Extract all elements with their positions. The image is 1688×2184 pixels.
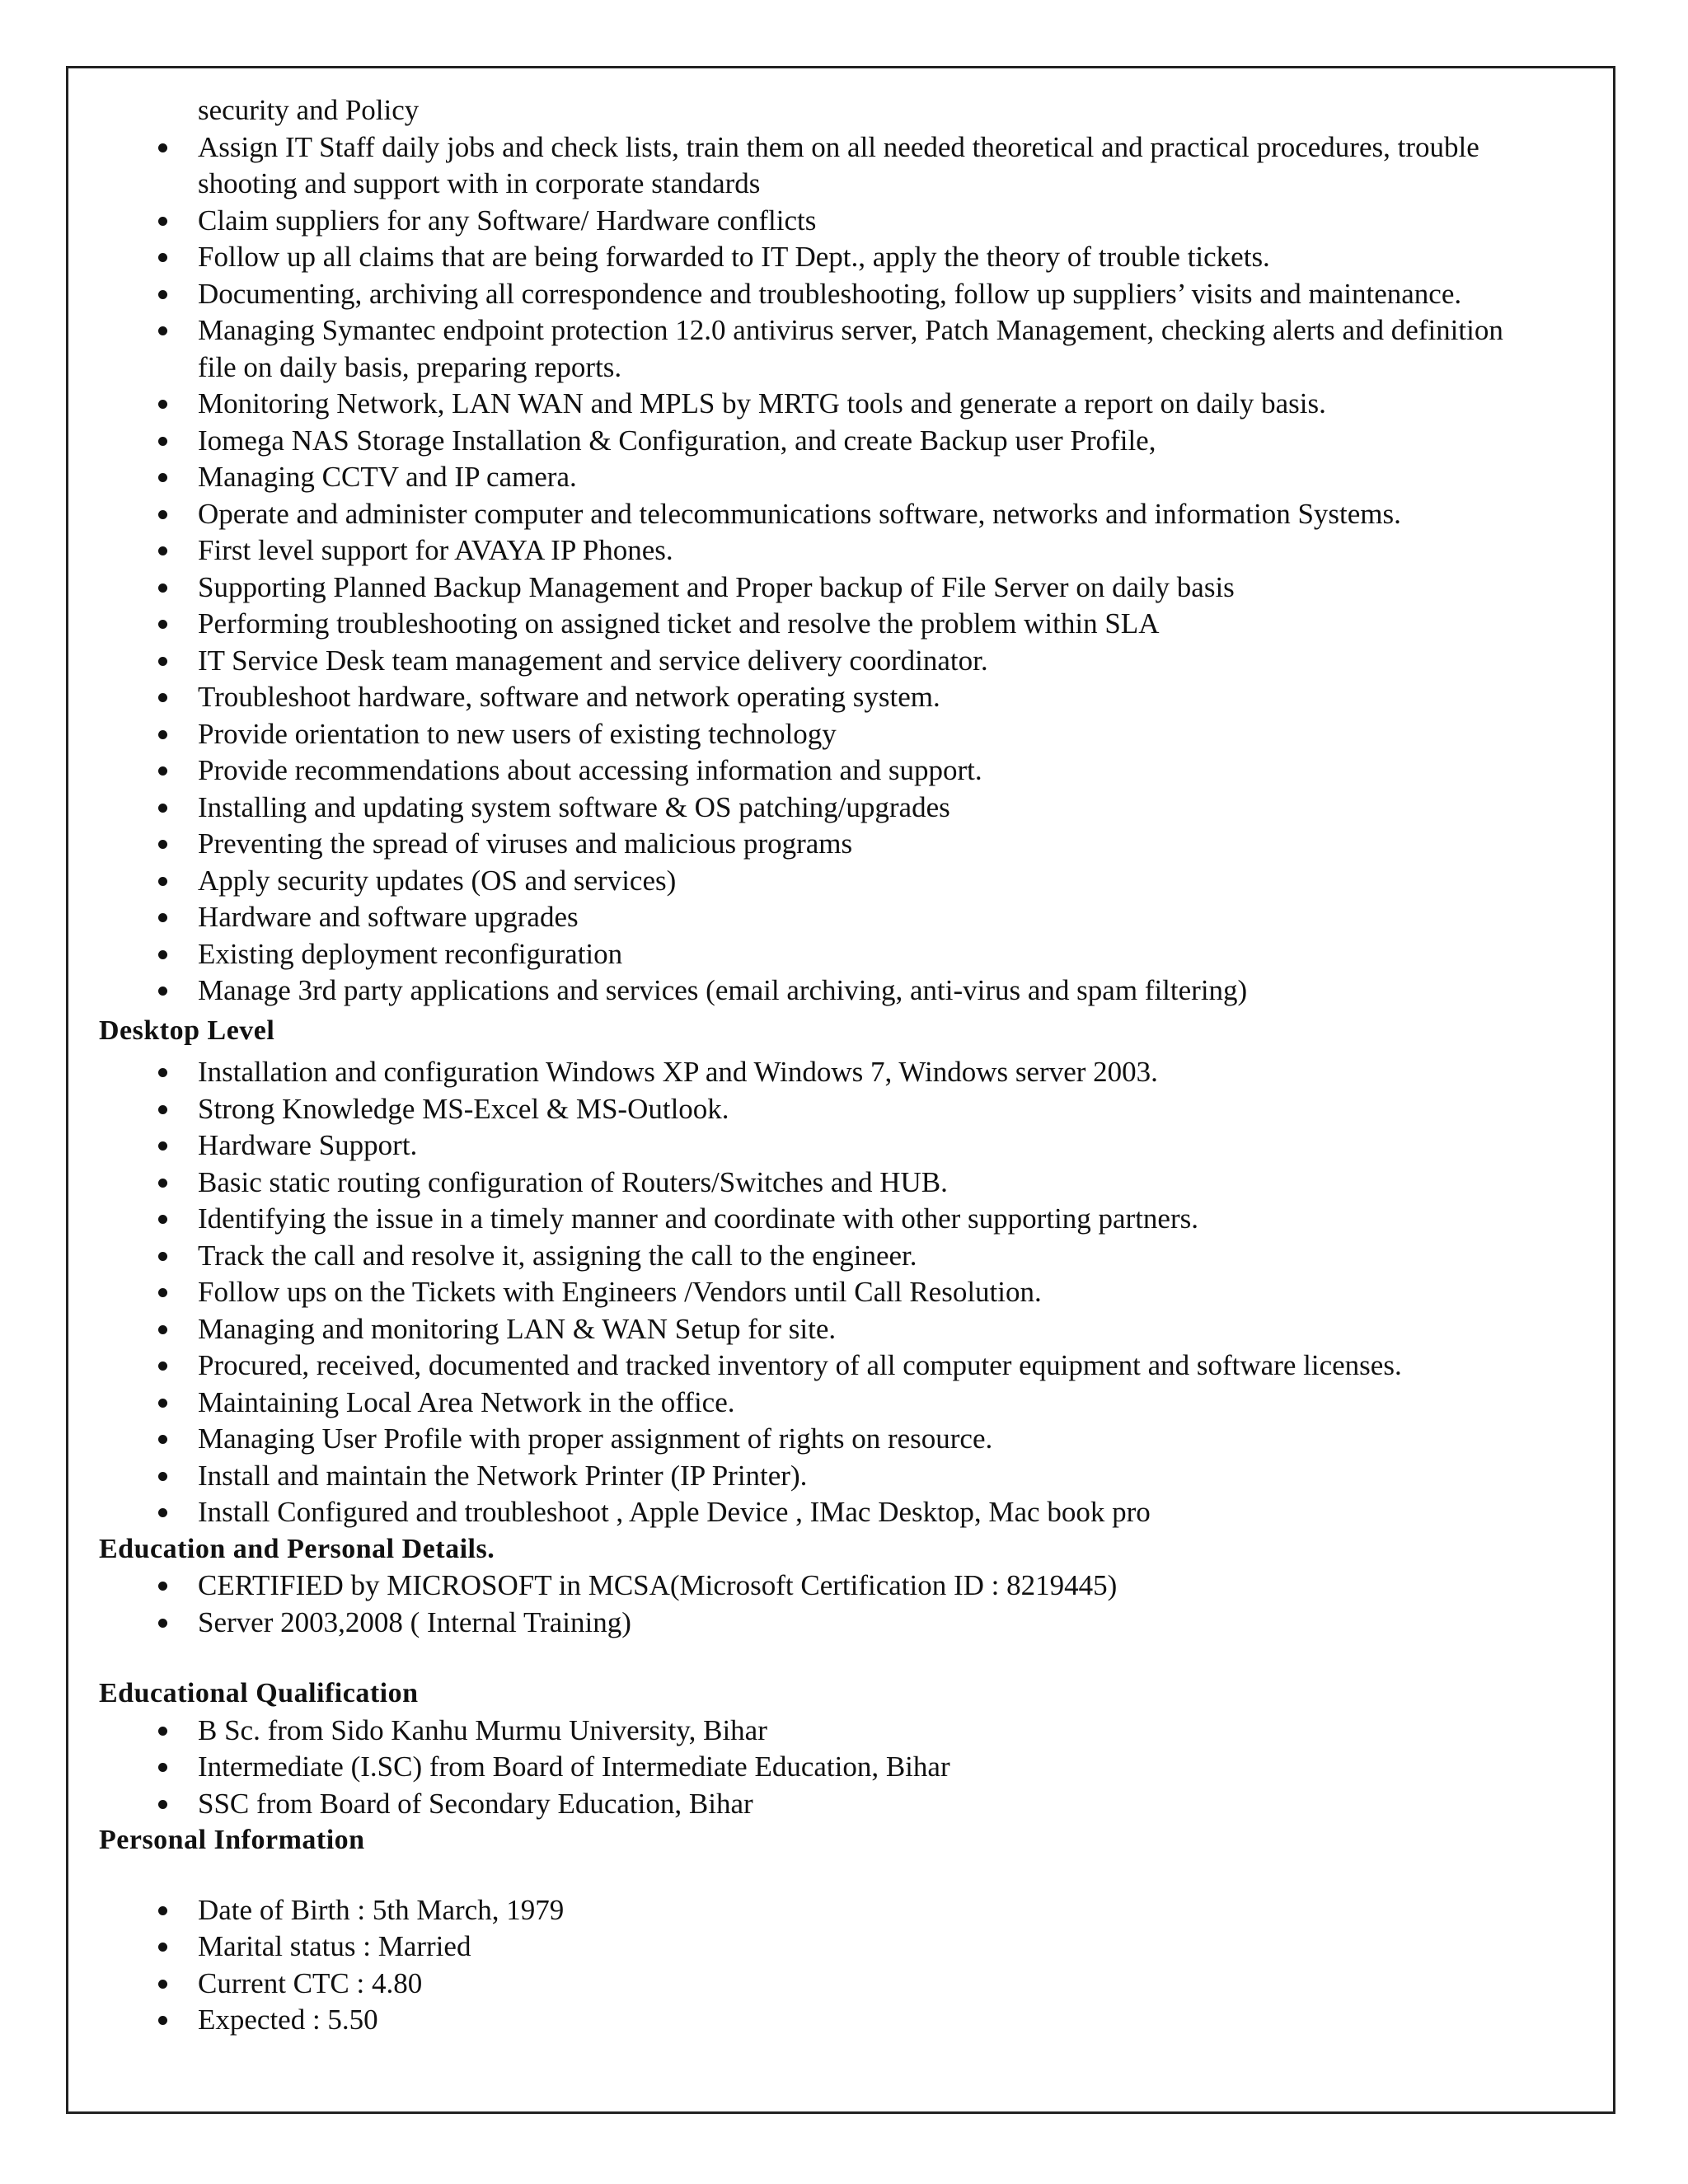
list-item-text: IT Service Desk team management and service delivery coordinator. [198, 644, 988, 677]
section-heading-desktop-level: Desktop Level [99, 1015, 275, 1046]
bullet-icon [158, 1215, 167, 1224]
list-item-text: Follow up all claims that are being forwarded to IT Dept., apply the theory of trouble tickets. [198, 241, 1270, 273]
bullet-icon [158, 840, 167, 849]
list-item-text: Performing troubleshooting on assigned ticket and resolve the problem within SLA [198, 607, 1160, 640]
list-item-text: Managing and monitoring LAN & WAN Setup for site. [198, 1312, 837, 1345]
list-item [99, 276, 1599, 313]
bullet-icon [158, 1068, 167, 1077]
educational-qualification-list [99, 1713, 1599, 1823]
bullet-icon [158, 1361, 167, 1371]
list-item-text: Installing and updating system software & OS patching/upgrades [198, 790, 950, 823]
section-heading-personal-information: Personal Information [99, 1825, 365, 1855]
list-item-text: Server 2003,2008 ( Internal Training) [198, 1605, 631, 1638]
list-item [99, 569, 1599, 607]
list-item [99, 643, 1599, 680]
list-item [99, 1385, 1599, 1422]
bullet-icon [158, 437, 167, 446]
list-item-text: Install Configured and troubleshoot , Apple Device , IMac Desktop, Mac book pro [198, 1496, 1151, 1528]
bullet-icon [158, 620, 167, 629]
list-item [99, 203, 1599, 240]
list-item [99, 1494, 1599, 1531]
list-item [99, 899, 1599, 936]
bullet-icon [158, 1582, 167, 1591]
list-item-text: Strong Knowledge MS-Excel & MS-Outlook. [198, 1092, 729, 1125]
list-item-text: Monitoring Network, LAN WAN and MPLS by MRTG tools and generate a report on daily basis. [198, 387, 1326, 419]
list-item [99, 1929, 1599, 1966]
list-item-text: Identifying the issue in a timely manner and coordinate with other supporting partners. [198, 1202, 1198, 1235]
list-item [99, 1421, 1599, 1458]
list-item-text: Expected : 5.50 [198, 2004, 378, 2036]
list-item-text: B Sc. from Sido Kanhu Murmu University, Bihar [198, 1713, 767, 1746]
list-item-text: Current CTC : 4.80 [198, 1966, 423, 1999]
list-item [99, 863, 1599, 900]
bullet-icon [158, 950, 167, 959]
list-item-text: Existing deployment reconfiguration [198, 937, 623, 970]
bullet-icon [158, 1399, 167, 1408]
bullet-icon [158, 2016, 167, 2025]
list-item-text: Supporting Planned Backup Management and Proper backup of File Server on daily basis [198, 570, 1235, 603]
list-item-text: Marital status : Married [198, 1930, 471, 1962]
bullet-icon [158, 804, 167, 813]
bullet-icon [158, 1325, 167, 1334]
desktop-level-list [99, 1054, 1599, 1531]
list-item-text: Install and maintain the Network Printer (IP Printer). [198, 1459, 808, 1492]
education-personal-list [99, 1568, 1599, 1641]
list-item-text: Intermediate (I.SC) from Board of Intermediate Education, Bihar [198, 1750, 950, 1783]
list-item [99, 1201, 1599, 1238]
bullet-icon [158, 473, 167, 482]
list-item [99, 239, 1599, 276]
list-item-text: Operate and administer computer and telecommunications software, networks and information Systems. [198, 497, 1401, 530]
list-item-text: Provide orientation to new users of existing technology [198, 717, 837, 750]
bullet-icon [158, 1906, 167, 1915]
bullet-icon [158, 1763, 167, 1772]
bullet-icon [158, 217, 167, 226]
bullet-icon [158, 326, 167, 335]
list-item [99, 1713, 1599, 1750]
list-item [99, 1311, 1599, 1348]
list-item [99, 1966, 1599, 2003]
list-item [99, 1892, 1599, 1929]
bullet-icon [158, 1141, 167, 1151]
bullet-icon [158, 1980, 167, 1989]
list-item-text: Hardware and software upgrades [198, 901, 579, 933]
list-item-text: Iomega NAS Storage Installation & Configuration, and create Backup user Profile, [198, 424, 1156, 457]
bullet-icon [158, 657, 167, 666]
list-item-text-cont: shooting and support with in corporate standards [198, 167, 761, 199]
list-item [99, 1091, 1599, 1128]
list-item-text: Installation and configuration Windows XP and Windows 7, Windows server 2003. [198, 1056, 1158, 1088]
list-item [99, 1274, 1599, 1311]
bullet-icon [158, 693, 167, 702]
list-item [99, 532, 1599, 569]
bullet-icon [158, 1288, 167, 1297]
bullet-icon [158, 546, 167, 555]
list-item [99, 606, 1599, 643]
bullet-icon [158, 290, 167, 299]
bullet-icon [158, 1508, 167, 1517]
bullet-icon [158, 1619, 167, 1628]
section-heading-educational-qualification: Educational Qualification [99, 1678, 419, 1708]
list-item [99, 1568, 1599, 1605]
list-item-text: Managing CCTV and IP camera. [198, 461, 577, 493]
list-item [99, 1054, 1599, 1091]
list-item-text: Track the call and resolve it, assigning the call to the engineer. [198, 1239, 917, 1272]
bullet-icon [158, 1727, 167, 1736]
bullet-icon [158, 877, 167, 886]
list-item [99, 752, 1599, 790]
bullet-icon [158, 1472, 167, 1481]
list-item [99, 1458, 1599, 1495]
bullet-icon [158, 400, 167, 409]
bullet-icon [158, 1252, 167, 1261]
section-heading-education-personal: Education and Personal Details. [99, 1533, 495, 1564]
list-item [99, 936, 1599, 973]
list-item-text: Apply security updates (OS and services) [198, 864, 677, 897]
list-item-text: Documenting, archiving all correspondence and troubleshooting, follow up suppliers’ visits and maintenance. [198, 277, 1462, 310]
list-item [99, 716, 1599, 753]
bullet-icon [158, 510, 167, 519]
bullet-icon [158, 253, 167, 262]
bullet-icon [158, 1800, 167, 1809]
list-item [99, 1749, 1599, 1786]
list-item [99, 679, 1599, 716]
list-item-text: Preventing the spread of viruses and malicious programs [198, 827, 853, 860]
list-item-text: Hardware Support. [198, 1129, 418, 1161]
list-item [99, 386, 1599, 423]
list-item-text: Assign IT Staff daily jobs and check lists, train them on all needed theoretical and practical procedures, trouble [198, 130, 1479, 163]
list-item-text: Maintaining Local Area Network in the office. [198, 1385, 735, 1418]
bullet-icon [158, 1179, 167, 1188]
list-item-text: SSC from Board of Secondary Education, Bihar [198, 1787, 753, 1820]
bullet-icon [158, 913, 167, 922]
list-item-text: Basic static routing configuration of Routers/Switches and HUB. [198, 1165, 948, 1198]
list-item [99, 2002, 1599, 2039]
list-item-text: Manage 3rd party applications and services (email archiving, anti-virus and spam filtering) [198, 974, 1248, 1006]
list-item [99, 826, 1599, 863]
list-item-text: Claim suppliers for any Software/ Hardware conflicts [198, 204, 817, 237]
list-item [99, 1605, 1599, 1642]
list-item-text: Procured, received, documented and tracked inventory of all computer equipment and software licenses. [198, 1349, 1402, 1381]
list-item [99, 972, 1599, 1010]
list-item-text: CERTIFIED by MICROSOFT in MCSA(Microsoft Certification ID : 8219445) [198, 1569, 1118, 1601]
list-item [99, 496, 1599, 533]
section-spacer [99, 1859, 1599, 1892]
list-item [99, 1127, 1599, 1165]
list-item [99, 423, 1599, 460]
list-item-text: Managing User Profile with proper assignment of rights on resource. [198, 1422, 993, 1455]
personal-information-list [99, 1892, 1599, 2039]
bullet-icon [158, 1105, 167, 1114]
list-item [99, 790, 1599, 827]
list-item-text: Provide recommendations about accessing information and support. [198, 754, 982, 786]
list-item [99, 1165, 1599, 1202]
list-item-text: Troubleshoot hardware, software and network operating system. [198, 681, 940, 713]
list-item [99, 1238, 1599, 1275]
list-item-text-cont: file on daily basis, preparing reports. [198, 350, 622, 383]
continued-item-text: security and Policy [198, 94, 420, 126]
bullet-icon [158, 1943, 167, 1952]
list-item [99, 1786, 1599, 1823]
list-item-text: Date of Birth : 5th March, 1979 [198, 1893, 565, 1926]
list-item [99, 459, 1599, 496]
list-item [99, 312, 1599, 386]
resume-page-content [99, 92, 1599, 2039]
bullet-icon [158, 583, 167, 593]
bullet-icon [158, 143, 167, 152]
list-item [99, 1347, 1599, 1385]
section-spacer [99, 1641, 1599, 1675]
list-item-text: Follow ups on the Tickets with Engineers /Vendors until Call Resolution. [198, 1276, 1042, 1308]
bullet-icon [158, 987, 167, 996]
list-item-text: First level support for AVAYA IP Phones. [198, 534, 673, 566]
list-item [99, 129, 1599, 203]
bullet-icon [158, 766, 167, 776]
responsibilities-list [99, 129, 1599, 1010]
list-item-text: Managing Symantec endpoint protection 12.0 antivirus server, Patch Management, checking alerts and definition [198, 314, 1503, 346]
bullet-icon [158, 1435, 167, 1444]
bullet-icon [158, 730, 167, 739]
